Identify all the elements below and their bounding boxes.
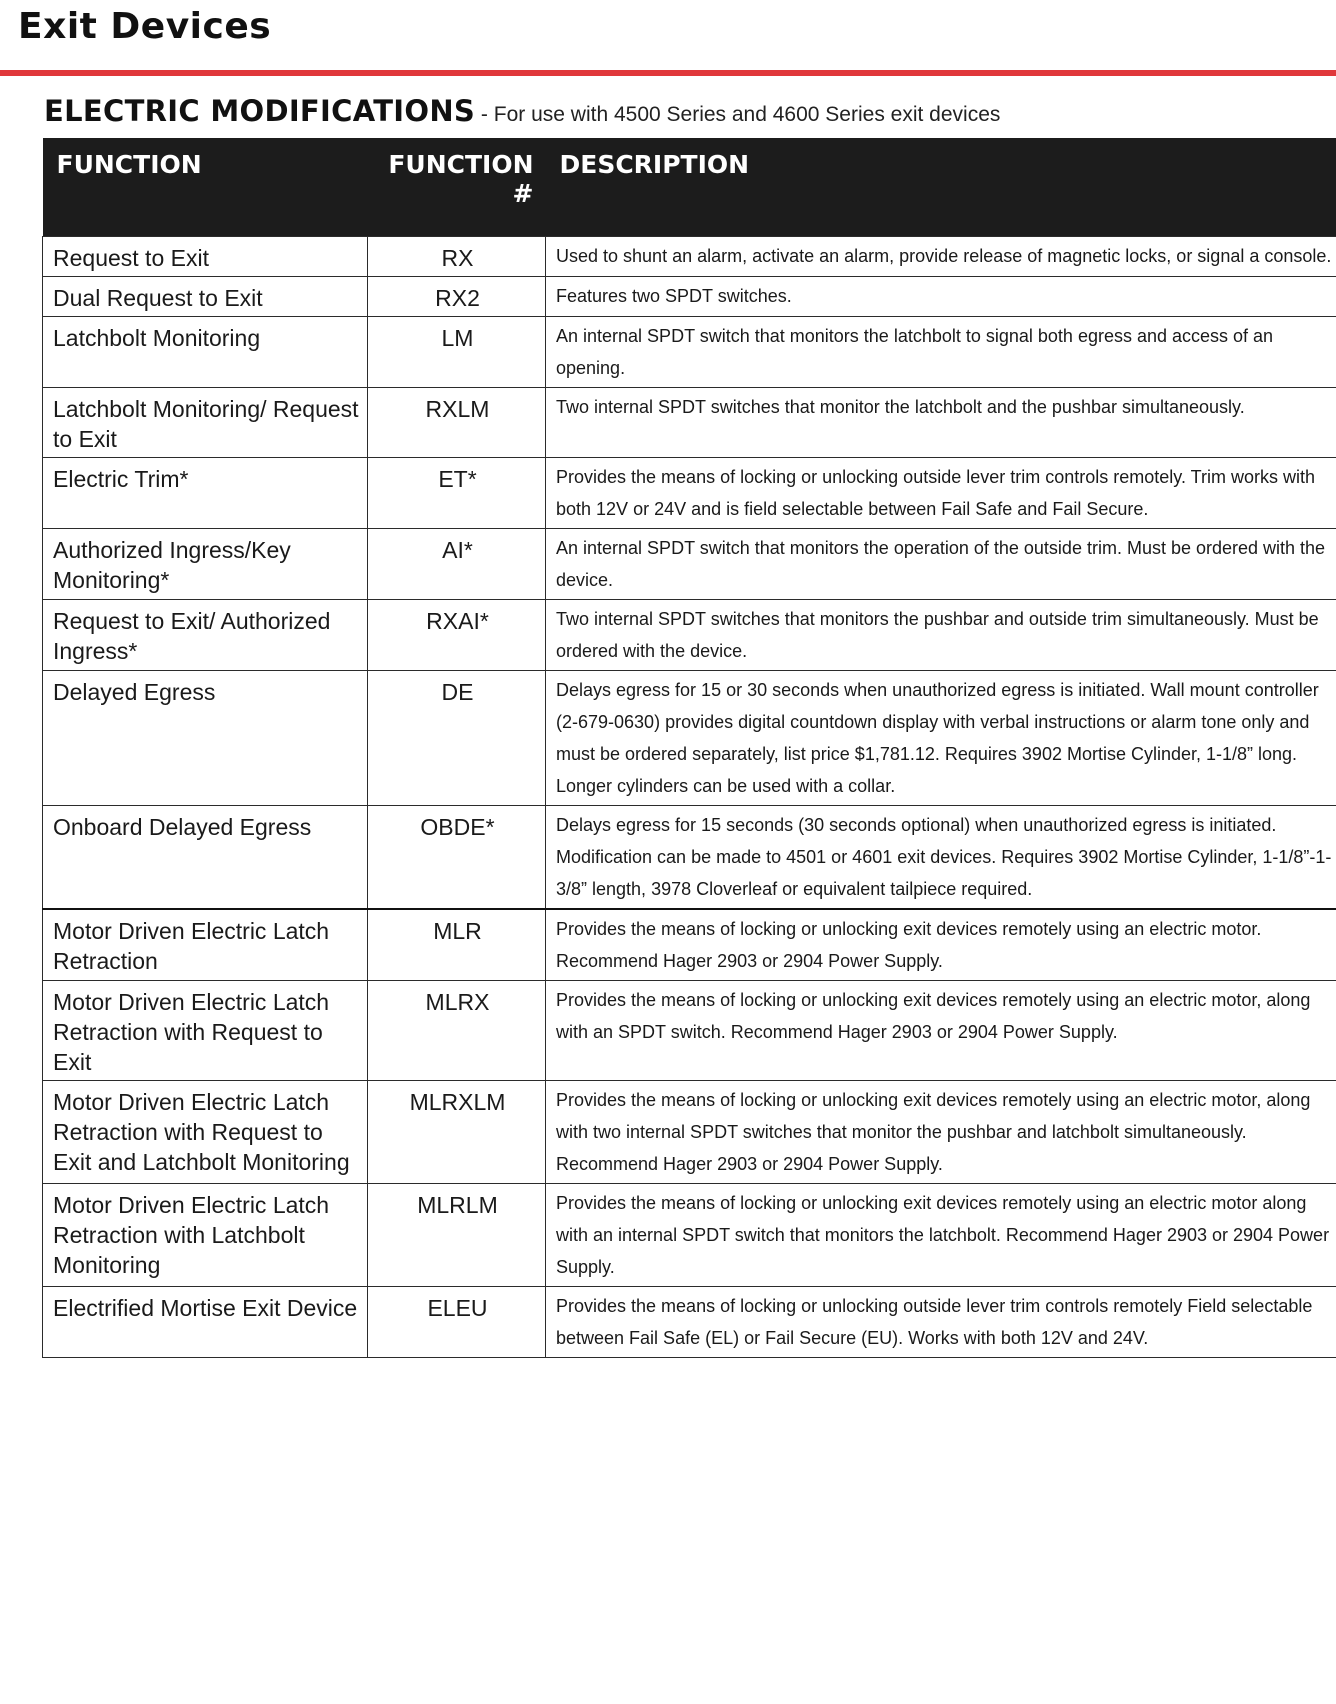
- table-row: [43, 277, 1336, 317]
- function-cell: Latchbolt Monitoring: [43, 317, 368, 388]
- table-row: [43, 529, 1336, 600]
- table-row: [43, 806, 1336, 910]
- table-row: [43, 600, 1336, 671]
- table-row: [43, 909, 1336, 981]
- function-cell: Onboard Delayed Egress: [43, 806, 368, 910]
- description-cell: Provides the means of locking or unlocking exit devices remotely using an electric motor, along with an SPDT switch. Recommend Hager 2903 or 2904 Power Supply.: [546, 981, 1336, 1081]
- function-cell: Motor Driven Electric Latch Retraction: [43, 909, 368, 981]
- description-cell: Delays egress for 15 seconds (30 seconds optional) when unauthorized egress is initiated. Modification can be made to 4501 or 4601 exit devices. Requires 3902 Mortise Cylinder, 1-1/8”-1-3/8” length, 3978 Cloverleaf or equivalent tailpiece required.: [546, 806, 1336, 910]
- table-row: [43, 671, 1336, 806]
- electric-modifications-table: [42, 138, 1336, 1358]
- table-row: [43, 237, 1336, 277]
- header-description: DESCRIPTION: [546, 138, 1336, 237]
- function-number-cell: LM: [368, 317, 546, 388]
- function-number-cell: RX: [368, 237, 546, 277]
- header-function: FUNCTION: [43, 138, 368, 237]
- function-cell: Electrified Mortise Exit Device: [43, 1287, 368, 1358]
- function-number-cell: AI*: [368, 529, 546, 600]
- function-cell: Authorized Ingress/Key Monitoring*: [43, 529, 368, 600]
- function-cell: Latchbolt Monitoring/ Request to Exit: [43, 388, 368, 458]
- description-cell: Provides the means of locking or unlocking outside lever trim controls remotely Field selectable between Fail Safe (EL) or Fail Secure (EU). Works with both 12V and 24V.: [546, 1287, 1336, 1358]
- description-cell: Provides the means of locking or unlocking exit devices remotely using an electric motor. Recommend Hager 2903 or 2904 Power Supply.: [546, 909, 1336, 981]
- description-cell: Provides the means of locking or unlocking outside lever trim controls remotely. Trim works with both 12V or 24V and is field selectable between Fail Safe and Fail Secure.: [546, 458, 1336, 529]
- description-cell: Provides the means of locking or unlocking exit devices remotely using an electric motor, along with two internal SPDT switches that monitor the pushbar and latchbolt simultaneously. Recommend Hager 2903 or 2904 Power Supply.: [546, 1081, 1336, 1184]
- function-cell: Motor Driven Electric Latch Retraction with Request to Exit and Latchbolt Monitoring: [43, 1081, 368, 1184]
- table-row: [43, 981, 1336, 1081]
- description-cell: Used to shunt an alarm, activate an alarm, provide release of magnetic locks, or signal a console.: [546, 237, 1336, 277]
- table-row: [43, 1184, 1336, 1287]
- description-cell: Delays egress for 15 or 30 seconds when unauthorized egress is initiated. Wall mount controller (2-679-0630) provides digital countdown display with verbal instructions or alarm tone only and must be ordered separately, list price $1,781.12. Requires 3902 Mortise Cylinder, 1-1/8” long. Longer cylinders can be used with a collar.: [546, 671, 1336, 806]
- function-number-cell: RXAI*: [368, 600, 546, 671]
- table-header-row: [43, 138, 1336, 237]
- function-cell: Electric Trim*: [43, 458, 368, 529]
- description-cell: An internal SPDT switch that monitors the latchbolt to signal both egress and access of an opening.: [546, 317, 1336, 388]
- function-number-cell: MLRXLM: [368, 1081, 546, 1184]
- function-number-cell: DE: [368, 671, 546, 806]
- function-cell: Dual Request to Exit: [43, 277, 368, 317]
- function-number-cell: RXLM: [368, 388, 546, 458]
- function-number-cell: ET*: [368, 458, 546, 529]
- description-cell: Provides the means of locking or unlocking exit devices remotely using an electric motor along with an internal SPDT switch that monitors the latchbolt. Recommend Hager 2903 or 2904 Power Supply.: [546, 1184, 1336, 1287]
- red-divider: [0, 70, 1336, 76]
- section-subtitle: - For use with 4500 Series and 4600 Series exit devices: [475, 103, 1001, 126]
- function-number-cell: ELEU: [368, 1287, 546, 1358]
- function-number-cell: MLR: [368, 909, 546, 981]
- function-number-cell: MLRLM: [368, 1184, 546, 1287]
- description-cell: An internal SPDT switch that monitors the operation of the outside trim. Must be ordered with the device.: [546, 529, 1336, 600]
- header-function-number: FUNCTION #: [368, 138, 546, 237]
- function-number-cell: OBDE*: [368, 806, 546, 910]
- description-cell: Features two SPDT switches.: [546, 277, 1336, 317]
- section-title: ELECTRIC MODIFICATIONS: [44, 94, 476, 128]
- function-cell: Motor Driven Electric Latch Retraction with Latchbolt Monitoring: [43, 1184, 368, 1287]
- table-body: [43, 237, 1336, 1358]
- description-cell: Two internal SPDT switches that monitor the latchbolt and the pushbar simultaneously.: [546, 388, 1336, 458]
- function-cell: Motor Driven Electric Latch Retraction with Request to Exit: [43, 981, 368, 1081]
- function-cell: Request to Exit: [43, 237, 368, 277]
- table-row: [43, 458, 1336, 529]
- table-row: [43, 317, 1336, 388]
- description-cell: Two internal SPDT switches that monitors the pushbar and outside trim simultaneously. Must be ordered with the device.: [546, 600, 1336, 671]
- function-number-cell: MLRX: [368, 981, 546, 1081]
- function-number-cell: RX2: [368, 277, 546, 317]
- table-row: [43, 1287, 1336, 1358]
- table-row: [43, 388, 1336, 458]
- function-cell: Delayed Egress: [43, 671, 368, 806]
- function-cell: Request to Exit/ Authorized Ingress*: [43, 600, 368, 671]
- section-heading: [44, 94, 1000, 128]
- table-row: [43, 1081, 1336, 1184]
- page-title: Exit Devices: [18, 6, 272, 47]
